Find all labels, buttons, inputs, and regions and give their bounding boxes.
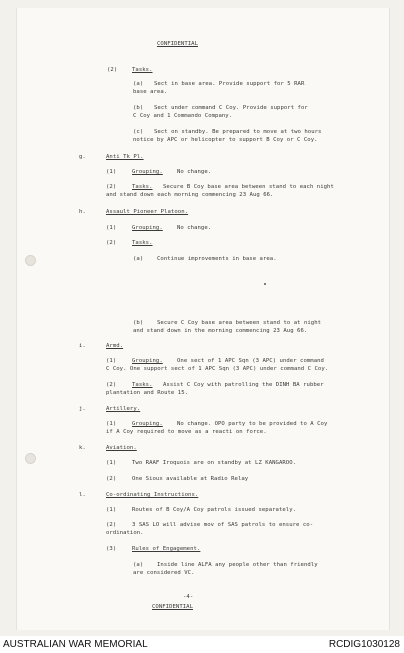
- para-heading: Grouping.: [132, 225, 163, 231]
- para-number: (2): [106, 382, 117, 388]
- para-number: (2): [106, 522, 117, 528]
- para-text: base area.: [133, 89, 168, 95]
- para-number: (1): [106, 507, 117, 513]
- para-text: Assist C Coy with patrolling the DINH BA rubber: [163, 382, 324, 388]
- para-heading: Grouping.: [132, 421, 163, 427]
- para-text: Two RAAF Iroquois are on standby at LZ KANGAROO.: [132, 460, 297, 466]
- section-letter: h.: [79, 209, 86, 215]
- para-heading: Tasks.: [132, 67, 153, 73]
- section-letter: i.: [79, 343, 86, 349]
- page-header-classification: CONFIDENTIAL: [157, 41, 199, 47]
- para-number: (a): [133, 81, 144, 87]
- para-number: (2): [107, 67, 118, 73]
- para-text: and stand down each morning commencing 23 Aug 66.: [106, 192, 274, 198]
- section-heading: Assault Pioneer Platoon.: [106, 209, 189, 215]
- para-text: ordination.: [106, 530, 144, 536]
- para-text: One Sioux available at Radio Relay: [132, 476, 249, 482]
- para-text: notice by APC or helicopter to support B Coy or C Coy.: [133, 137, 318, 143]
- para-number: (b): [133, 105, 144, 111]
- para-text: Secure B Coy base area between stand to each night: [163, 184, 334, 190]
- para-heading: Tasks.: [132, 240, 153, 246]
- section-heading: Anti Tk Pl.: [106, 154, 144, 160]
- para-text: No change.: [177, 225, 212, 231]
- para-number: (2): [106, 476, 117, 482]
- para-number: (3): [106, 546, 117, 552]
- punch-hole: [25, 453, 36, 464]
- ink-speck: [264, 283, 266, 285]
- section-letter: g.: [79, 154, 86, 160]
- para-number: (2): [106, 184, 117, 190]
- para-text: are considered VC.: [133, 570, 195, 576]
- para-text: Continue improvements in base area.: [157, 256, 277, 262]
- para-text: plantation and Route 15.: [106, 390, 189, 396]
- punch-hole: [25, 255, 36, 266]
- para-text: Sect on standby. Be prepared to move at two hours: [154, 129, 322, 135]
- para-heading: Rules of Engagement.: [132, 546, 201, 552]
- para-number: (1): [106, 225, 117, 231]
- para-text: One sect of 1 APC Sqn (3 APC) under command: [177, 358, 324, 364]
- para-text: Secure C Coy base area between stand to at night: [157, 320, 322, 326]
- para-heading: Tasks.: [132, 382, 153, 388]
- page-footer-classification: CONFIDENTIAL: [152, 604, 194, 610]
- para-number: (1): [106, 169, 117, 175]
- para-text: Sect under command C Coy. Provide support for: [154, 105, 308, 111]
- section-letter: l.: [79, 492, 86, 498]
- section-heading: Armd.: [106, 343, 124, 349]
- para-text: and stand down in the morning commencing 23 Aug 66.: [133, 328, 308, 334]
- para-text: No change. OPO party to be provided to A Coy: [177, 421, 328, 427]
- section-letter: k.: [79, 445, 86, 451]
- para-number: (2): [106, 240, 117, 246]
- para-text: Routes of B Coy/A Coy patrols issued separately.: [132, 507, 297, 513]
- para-text: C Coy. One support sect of 1 APC Sqn (3 APC) under command C Coy.: [106, 366, 329, 372]
- para-number: (1): [106, 358, 117, 364]
- para-text: if A Coy required to move as a reacti on force.: [106, 429, 267, 435]
- archive-footer-bar: [0, 636, 404, 653]
- para-number: (c): [133, 129, 144, 135]
- archive-institution: AUSTRALIAN WAR MEMORIAL: [3, 639, 148, 650]
- para-heading: Tasks.: [132, 184, 153, 190]
- section-heading: Co-ordinating Instructions.: [106, 492, 199, 498]
- para-heading: Grouping.: [132, 358, 163, 364]
- section-heading: Aviation.: [106, 445, 137, 451]
- para-number: (1): [106, 460, 117, 466]
- para-number: (a): [133, 562, 144, 568]
- para-text: Sect in base area. Provide support for 5 RAR: [154, 81, 305, 87]
- para-text: C Coy and 1 Commando Company.: [133, 113, 233, 119]
- archive-reference: RCDIG1030128: [328, 639, 400, 650]
- para-number: (a): [133, 256, 144, 262]
- para-heading: Grouping.: [132, 169, 163, 175]
- para-text: No change.: [177, 169, 212, 175]
- section-heading: Artillery.: [106, 406, 141, 412]
- page-number: -4-: [183, 594, 194, 600]
- para-number: (1): [106, 421, 117, 427]
- para-text: 3 SAS LO will advise mov of SAS patrols to ensure co-: [132, 522, 314, 528]
- para-text: Inside line ALFA any people other than friendly: [157, 562, 318, 568]
- para-number: (b): [133, 320, 144, 326]
- section-letter: j.: [79, 406, 86, 412]
